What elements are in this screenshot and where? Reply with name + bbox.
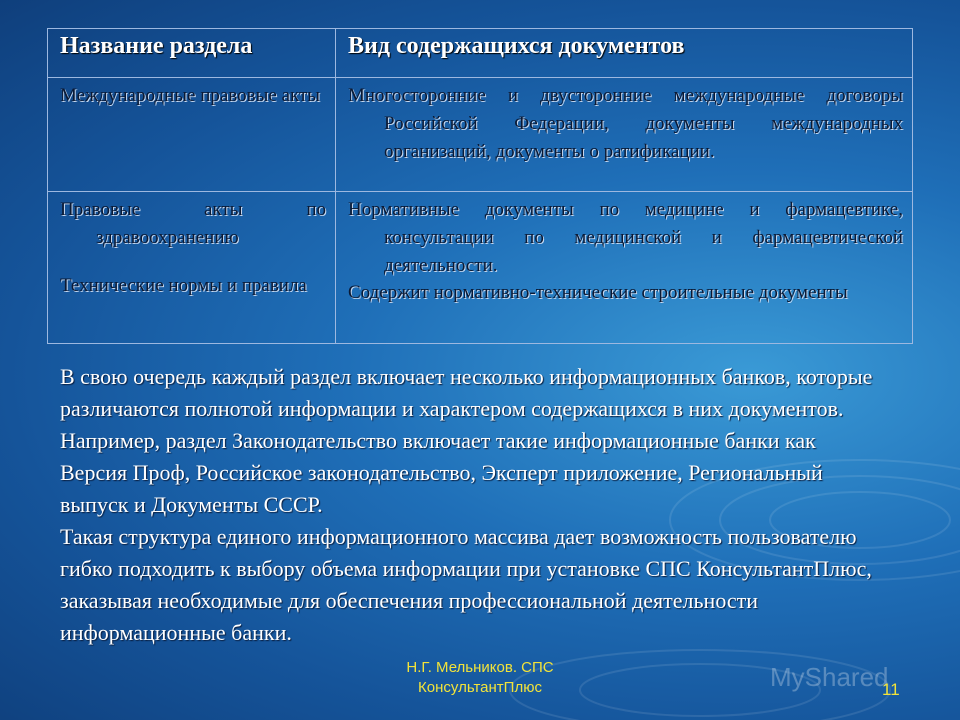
documents-description-extra: Содержит нормативно-технические строительные документы [348, 282, 848, 303]
table-row [48, 78, 913, 192]
header-section-name: Название раздела [48, 29, 336, 78]
documents-cell [336, 78, 913, 192]
section-cell [48, 192, 336, 344]
section-name: Правовые акты по здравоохранению [60, 199, 326, 248]
table-row [48, 192, 913, 344]
documents-description: Многосторонние и двусторонние международные договоры Российской Федерации, документы международных организаций, документы о ратификации. [348, 85, 903, 162]
documents-cell [336, 192, 913, 344]
watermark-logo: MyShared [770, 662, 889, 692]
section-name: Международные правовые акты [60, 85, 321, 106]
footer-author-line2: КонсультантПлюс [418, 679, 542, 696]
section-name-extra: Технические нормы и правила [60, 275, 307, 296]
sections-table [47, 28, 913, 344]
section-cell [48, 78, 336, 192]
documents-description: Нормативные документы по медицине и фармацевтике, консультации по медицинской и фармацевтической деятельности. [348, 199, 903, 276]
body-text [60, 361, 880, 649]
table-header-row [48, 29, 913, 78]
paragraph-banks: В свою очередь каждый раздел включает несколько информационных банков, которые различаются полнотой информации и характером содержащихся в них документов. Например, раздел Законодательство включает такие информационные банки как Версия Проф, Российское законодательство, Эксперт приложение, Региональный выпуск и Документы СССР. [60, 364, 873, 517]
page-number: 11 [882, 680, 900, 699]
header-document-type: Вид содержащихся документов [336, 29, 913, 78]
footer-author-line1: Н.Г. Мельников. СПС [406, 659, 554, 676]
footer-author [375, 658, 585, 698]
paragraph-structure: Такая структура единого информационного массива дает возможность пользователю гибко подходить к выбору объема информации при установке СПС КонсультантПлюс, заказывая необходимые для обеспечения профессиональной деятельности информационные банки. [60, 524, 872, 645]
